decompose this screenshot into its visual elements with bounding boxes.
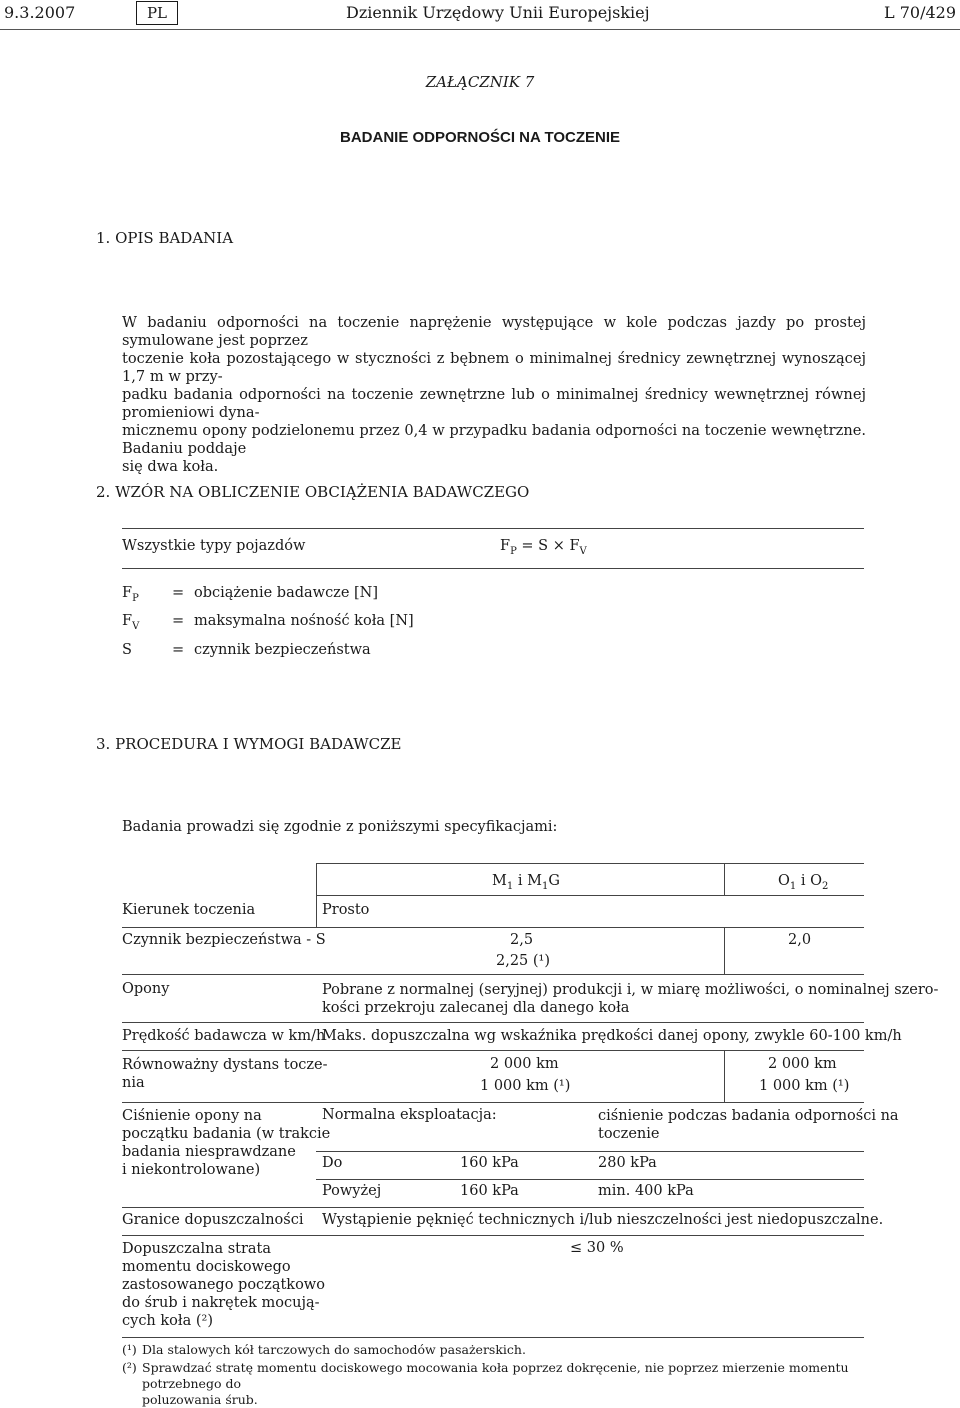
- row-label-tyres: Opony: [122, 981, 170, 997]
- pressure-row-b: 160 kPa: [460, 1183, 519, 1199]
- distance-o-value: 2 000 km: [768, 1056, 837, 1072]
- page-header: [0, 0, 960, 30]
- pressure-during-label: ciśnienie podczas badania odporności na toczenie: [598, 1108, 899, 1142]
- document-title: BADANIE ODPORNOŚCI NA TOCZENIE: [339, 129, 621, 146]
- direction-value: Prosto: [322, 902, 370, 918]
- definition-equals: =: [172, 585, 185, 601]
- header-date: 9.3.2007: [4, 3, 76, 22]
- safety-m-value: 2,5: [510, 932, 534, 948]
- footnote-mark: (²): [122, 1360, 137, 1375]
- table-header-rule: [316, 895, 864, 896]
- section-3-intro: Badania prowadzi się zgodnie z poniższymi specyfikacjami:: [122, 819, 558, 835]
- row-label-limits: Granice dopuszczalności: [122, 1212, 304, 1228]
- section-1-paragraph: [122, 314, 866, 476]
- footnote-text: Sprawdzać stratę momentu dociskowego mocowania koła poprzez dokręcenie, nie poprzez mierzenie momentu potrzebnego do poluzowania śrub.: [142, 1360, 849, 1407]
- distance-m-value: 2 000 km: [490, 1056, 559, 1072]
- distance-o-value-2: 1 000 km (¹): [759, 1078, 850, 1094]
- pressure-normal-label: Normalna eksploatacja:: [322, 1107, 497, 1123]
- paragraph-line: W badaniu odporności na toczenie naprężenie występujące w kole podczas jazdy po prostej symulowane jest poprzez: [122, 314, 866, 349]
- header-journal-title: Dziennik Urzędowy Unii Europejskiej: [346, 3, 650, 22]
- annex-label: ZAŁĄCZNIK 7: [425, 73, 535, 91]
- definition-text: obciążenie badawcze [N]: [194, 585, 379, 601]
- formula-symbol: F: [500, 538, 511, 554]
- distance-m-value-2: 1 000 km (¹): [480, 1078, 571, 1094]
- pressure-row-a: Powyżej: [322, 1183, 382, 1199]
- header-page-ref: L 70/429: [884, 3, 956, 22]
- row-label-distance: Równoważny dystans tocze- nia: [122, 1057, 328, 1091]
- footnote-mark: (¹): [122, 1342, 137, 1357]
- table-row-rule: [122, 1235, 864, 1236]
- table-row-rule: [122, 927, 864, 928]
- pressure-row-c: min. 400 kPa: [598, 1183, 694, 1199]
- section-1-heading: 1. OPIS BADANIA: [96, 229, 234, 247]
- paragraph-line: toczenie koła pozostającego w styczności z bębnem o minimalnej średnicy zewnętrznej wynoszącej 1,7 m w przy-: [122, 350, 866, 385]
- definition-symbol: $F_V$: [122, 613, 140, 632]
- table-column-rule: [316, 863, 317, 927]
- formula-table-top-rule: [122, 528, 864, 529]
- formula: [500, 538, 587, 557]
- speed-value: Maks. dopuszczalna wg wskaźnika prędkości danej opony, zwykle 60-100 km/h: [322, 1028, 902, 1044]
- pressure-row-c: 280 kPa: [598, 1155, 657, 1171]
- row-label-torque-loss: Dopuszczalna strata momentu dociskowego zastosowanego początkowo do śrub i nakrętek mocują- cych koła (²): [122, 1241, 325, 1329]
- row-label-safety: Czynnik bezpieczeństwa - S: [122, 932, 326, 948]
- paragraph-line: się dwa koła.: [122, 458, 219, 475]
- formula-subscript: V: [579, 546, 587, 557]
- formula-subscript: P: [510, 546, 517, 557]
- paragraph-line: padku badania odporności na toczenie zewnętrzne lub o minimalnej średnicy wewnętrznej równej promieniowi dyna-: [122, 386, 866, 421]
- table-row-rule: [122, 1102, 864, 1103]
- table-subrow-rule: [316, 1179, 864, 1180]
- column-header-o: $O_1$ i $O_2$: [778, 873, 829, 892]
- definition-symbol: $F_P$: [122, 585, 139, 604]
- pressure-row-b: 160 kPa: [460, 1155, 519, 1171]
- table-subrow-rule: [316, 1151, 864, 1152]
- table-row-rule: [122, 1050, 864, 1051]
- table-row-rule: [122, 1207, 864, 1208]
- section-2-heading: 2. WZÓR NA OBLICZENIE OBCIĄŻENIA BADAWCZEGO: [96, 483, 530, 501]
- formula-table-bottom-rule: [122, 568, 864, 569]
- safety-o-value: 2,0: [788, 932, 812, 948]
- table-bottom-rule: [122, 1337, 864, 1338]
- definition-text: maksymalna nośność koła [N]: [194, 613, 414, 629]
- table-row-rule: [122, 1022, 864, 1023]
- tyres-value: Pobrane z normalnej (seryjnej) produkcji i, w miarę możliwości, o nominalnej szero- kości przekroju zalecanej dla danego koła: [322, 982, 939, 1016]
- table-column-rule: [724, 863, 725, 895]
- torque-loss-value: ≤ 30 %: [570, 1240, 624, 1256]
- section-3-heading: 3. PROCEDURA I WYMOGI BADAWCZE: [96, 735, 402, 753]
- paragraph-line: micznemu opony podzielonemu przez 0,4 w przypadku badania odporności na toczenie wewnętrzne. Badaniu poddaje: [122, 422, 866, 457]
- row-label-direction: Kierunek toczenia: [122, 902, 256, 918]
- footnote-text: Dla stalowych kół tarczowych do samochodów pasażerskich.: [142, 1342, 526, 1357]
- definition-equals: =: [172, 642, 185, 658]
- formula-rest: = S × F: [516, 538, 580, 554]
- definition-text: czynnik bezpieczeństwa: [194, 642, 371, 658]
- pressure-row-a: Do: [322, 1155, 343, 1171]
- row-label-speed: Prędkość badawcza w km/h: [122, 1028, 326, 1044]
- table-row-rule: [122, 974, 864, 975]
- header-language-box: PL: [136, 1, 178, 25]
- definition-symbol: S: [122, 642, 132, 658]
- header-rule: [0, 29, 960, 30]
- formula-row-label: Wszystkie typy pojazdów: [122, 538, 306, 554]
- limits-value: Wystąpienie pęknięć technicznych i/lub nieszczelności jest niedopuszczalne.: [322, 1212, 884, 1228]
- column-header-m: $M_1$ i $M_1G$: [492, 873, 560, 892]
- safety-m-value-2: 2,25 (¹): [496, 953, 551, 969]
- table-top-rule: [316, 863, 864, 864]
- less-equal-icon: ≤: [570, 1240, 583, 1256]
- table-column-rule: [724, 1050, 725, 1102]
- definition-equals: =: [172, 613, 185, 629]
- row-label-pressure: Ciśnienie opony na początku badania (w trakcie badania niesprawdzane i niekontrolowane): [122, 1108, 331, 1178]
- table-column-rule: [724, 927, 725, 974]
